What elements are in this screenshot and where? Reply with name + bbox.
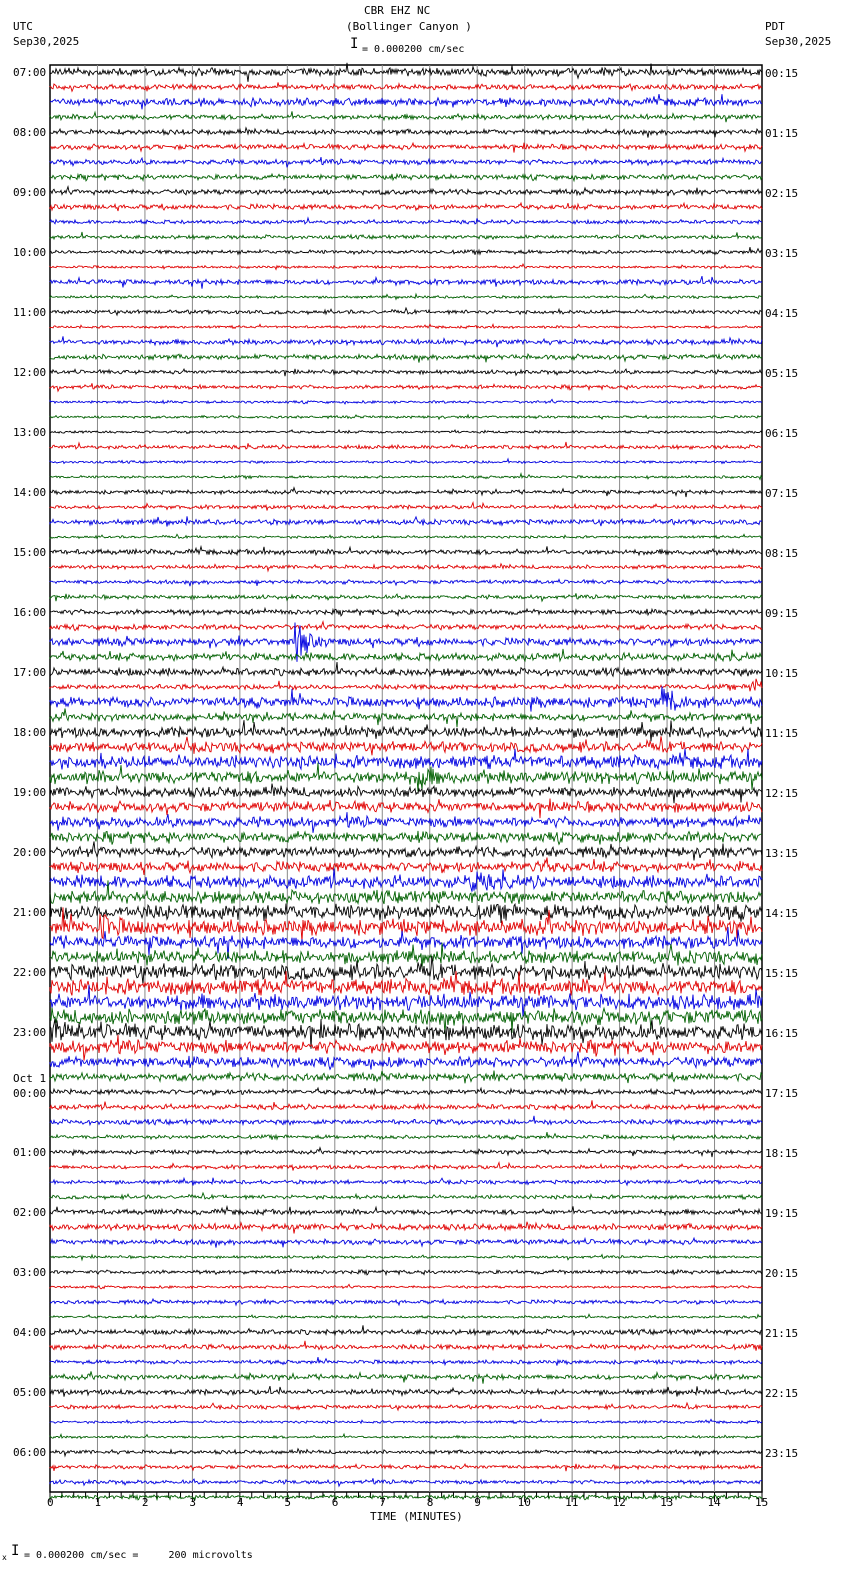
seismic-trace [50, 399, 762, 404]
seismic-trace [50, 503, 762, 511]
station-title: CBR EHZ NC [364, 4, 431, 17]
seismic-trace [50, 1386, 762, 1397]
right-timezone: PDT [765, 20, 785, 33]
seismic-trace [50, 1178, 762, 1186]
seismic-trace [50, 593, 762, 601]
pdt-hour-label: 22:15 [765, 1387, 799, 1400]
seismic-trace [50, 1419, 762, 1423]
utc-hour-label: 08:00 [13, 126, 47, 139]
seismic-trace [50, 749, 762, 770]
seismic-trace [50, 1193, 762, 1199]
footer-scale-icon: I [11, 1543, 20, 1559]
seismic-trace [50, 1132, 762, 1140]
seismic-trace [50, 415, 762, 419]
seismic-trace [50, 1325, 762, 1335]
seismic-trace [50, 784, 762, 804]
utc-hour-label: 21:00 [13, 906, 47, 919]
seismic-trace [50, 1255, 762, 1260]
utc-hour-label: 22:00 [13, 966, 47, 979]
pdt-hour-label: 01:15 [765, 127, 799, 140]
utc-hour-label: 12:00 [13, 366, 47, 379]
pdt-hour-label: 13:15 [765, 847, 799, 860]
utc-hour-label: 10:00 [13, 246, 47, 259]
scale-bar-icon: I [350, 36, 359, 52]
seismic-trace [50, 383, 762, 391]
seismic-trace [50, 720, 762, 741]
pdt-hour-label: 08:15 [765, 547, 799, 560]
seismic-trace [50, 174, 762, 181]
utc-hour-label: 16:00 [13, 606, 47, 619]
pdt-hour-label: 03:15 [765, 247, 799, 260]
x-axis-label: TIME (MINUTES) [370, 1510, 463, 1523]
seismic-trace [50, 679, 762, 692]
seismic-trace [50, 294, 762, 299]
seismic-trace [50, 1357, 762, 1366]
pdt-hour-label: 20:15 [765, 1267, 799, 1280]
pdt-hour-label: 09:15 [765, 607, 799, 620]
seismic-trace [50, 1148, 762, 1157]
seismic-trace [50, 831, 762, 845]
seismic-trace [50, 1284, 762, 1289]
utc-hour-label: 20:00 [13, 846, 47, 859]
seismic-trace [50, 1071, 762, 1084]
pdt-hour-label: 14:15 [765, 907, 799, 920]
seismic-trace [50, 488, 762, 497]
utc-hour-label: 07:00 [13, 66, 47, 79]
utc-hour-label: 01:00 [13, 1146, 47, 1159]
seismic-trace [50, 203, 762, 211]
seismic-trace [50, 369, 762, 376]
seismic-trace [50, 1116, 762, 1125]
x-tick-label: 4 [236, 1496, 244, 1509]
x-tick-label: 3 [189, 1496, 197, 1509]
left-date: Sep30,2025 [13, 35, 80, 48]
seismic-trace [50, 534, 762, 538]
x-tick-label: 12 [612, 1496, 626, 1509]
seismic-trace [50, 276, 762, 289]
seismic-trace [50, 459, 762, 464]
utc-hour-label: 17:00 [13, 666, 47, 679]
utc-hour-label: 19:00 [13, 786, 47, 799]
pdt-hour-label: 21:15 [765, 1327, 799, 1340]
seismic-trace [50, 1238, 762, 1248]
seismic-trace [50, 1269, 762, 1275]
seismic-trace [50, 1163, 762, 1171]
utc-hour-label: 05:00 [13, 1386, 47, 1399]
seismic-trace [50, 985, 762, 1018]
seismic-trace [50, 736, 762, 755]
x-tick-label: 15 [755, 1496, 769, 1509]
seismic-trace [50, 1222, 762, 1234]
seismic-trace [50, 232, 762, 239]
seismic-trace [50, 94, 762, 109]
scale-label: = 0.000200 cm/sec [362, 44, 465, 55]
x-tick-label: 9 [474, 1496, 481, 1509]
seismic-trace [50, 608, 762, 615]
x-tick-label: 14 [707, 1496, 721, 1509]
footer-scale-note: = 0.000200 cm/sec = 200 microvolts [24, 1550, 253, 1561]
utc-hour-label: 09:00 [13, 186, 47, 199]
utc-hour-label: 13:00 [13, 426, 47, 439]
station-location: (Bollinger Canyon ) [346, 20, 472, 33]
x-tick-label: 10 [517, 1496, 531, 1509]
seismic-trace [50, 474, 762, 480]
seismic-trace [50, 799, 762, 819]
utc-hour-label: 06:00 [13, 1446, 47, 1459]
seismic-trace [50, 247, 762, 255]
pdt-hour-label: 06:15 [765, 427, 799, 440]
seismic-trace [50, 187, 762, 197]
seismic-trace [50, 336, 762, 347]
seismic-trace [50, 1035, 762, 1061]
utc-hour-label: 18:00 [13, 726, 47, 739]
seismic-trace [50, 708, 762, 727]
seismic-trace [50, 218, 762, 224]
seismic-trace [50, 354, 762, 363]
left-timezone: UTC [13, 20, 33, 33]
pdt-hour-label: 07:15 [765, 487, 799, 500]
seismic-trace [50, 943, 762, 969]
seismic-trace [50, 622, 762, 631]
seismic-trace [50, 1314, 762, 1318]
x-tick-label: 0 [47, 1496, 54, 1509]
seismic-trace [50, 1299, 762, 1305]
pdt-hour-label: 16:15 [765, 1027, 799, 1040]
seismic-trace [50, 686, 762, 711]
seismic-trace [50, 1478, 762, 1486]
seismic-trace [50, 1051, 762, 1069]
seismic-trace [50, 1464, 762, 1471]
seismic-trace [50, 143, 762, 153]
seismic-trace [50, 1100, 762, 1109]
utc-hour-label: 11:00 [13, 306, 47, 319]
seismic-trace [50, 841, 762, 860]
seismic-trace [50, 430, 762, 434]
seismic-trace [50, 812, 762, 833]
x-tick-label: 6 [331, 1496, 339, 1509]
x-tick-label: 2 [141, 1496, 149, 1509]
seismic-trace [50, 264, 762, 269]
seismic-trace [50, 649, 762, 661]
x-tick-label: 1 [94, 1496, 102, 1509]
seismic-trace [50, 157, 762, 167]
seismic-trace [50, 1341, 762, 1351]
date-change-label: Oct 1 [13, 1072, 47, 1085]
pdt-hour-label: 00:15 [765, 67, 799, 80]
seismic-trace [50, 308, 762, 315]
seismic-trace [50, 1088, 762, 1095]
seismic-trace [50, 579, 762, 586]
pdt-hour-label: 15:15 [765, 967, 799, 980]
seismic-trace [50, 111, 762, 122]
x-tick-label: 8 [426, 1496, 434, 1509]
seismic-trace [50, 662, 762, 676]
seismic-trace [50, 1434, 762, 1438]
seismic-trace [50, 82, 762, 91]
seismic-trace [50, 869, 762, 892]
seismic-trace [50, 1449, 762, 1456]
seismic-trace [50, 128, 762, 138]
pdt-hour-label: 18:15 [765, 1147, 799, 1160]
utc-hour-label: 23:00 [13, 1026, 47, 1039]
pdt-hour-label: 23:15 [765, 1447, 799, 1460]
pdt-hour-label: 19:15 [765, 1207, 799, 1220]
seismic-trace [50, 516, 762, 526]
utc-hour-label: 14:00 [13, 486, 47, 499]
right-date: Sep30,2025 [765, 35, 832, 48]
pdt-hour-label: 10:15 [765, 667, 799, 680]
pdt-hour-label: 11:15 [765, 727, 799, 740]
seismic-trace [50, 1371, 762, 1383]
x-tick-label: 7 [379, 1496, 386, 1509]
pdt-hour-label: 12:15 [765, 787, 799, 800]
utc-hour-label: 02:00 [13, 1206, 47, 1219]
seismic-trace [50, 858, 762, 875]
x-tick-label: 11 [565, 1496, 579, 1509]
x-tick-label: 13 [660, 1496, 674, 1509]
seismic-trace [50, 442, 762, 449]
utc-hour-label: 03:00 [13, 1266, 47, 1279]
utc-hour-label: 04:00 [13, 1326, 47, 1339]
seismic-trace [50, 324, 762, 328]
utc-hour-label: 00:00 [13, 1087, 47, 1100]
pdt-hour-label: 02:15 [765, 187, 799, 200]
footer-prefix: x [2, 1553, 7, 1562]
seismic-trace [50, 1206, 762, 1215]
pdt-hour-label: 05:15 [765, 367, 799, 380]
pdt-hour-label: 04:15 [765, 307, 799, 320]
x-tick-label: 5 [284, 1496, 291, 1509]
seismic-trace [50, 1403, 762, 1410]
pdt-hour-label: 17:15 [765, 1087, 799, 1100]
utc-hour-label: 15:00 [13, 546, 47, 559]
seismic-trace [50, 564, 762, 571]
seismic-trace [50, 546, 762, 555]
